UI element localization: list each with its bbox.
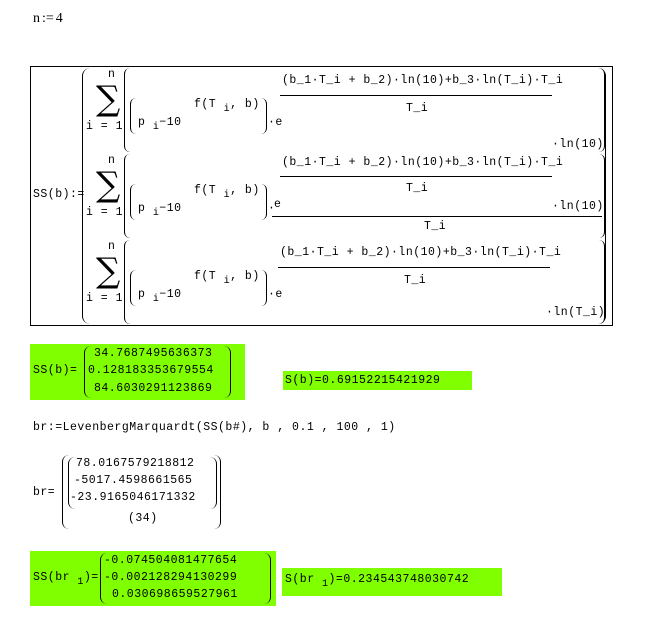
exponent-denominator: T_i — [404, 274, 427, 287]
sigma-icon: ∑ — [96, 251, 121, 291]
n-value: 4 — [55, 11, 63, 26]
s-br-result-label: S(br 1)= — [285, 573, 344, 590]
paren — [598, 240, 605, 324]
paren — [260, 98, 267, 134]
ss-row-3: n ∑ i = 1 p i−10 f(T i, b) ·e (b_1·T_i + b_2)·ln(10)+b_3·ln(T_i)·T_i T_i ·ln(T_i) — [86, 240, 608, 324]
exponent-denominator: T_i — [406, 182, 429, 195]
row-factor: ·ln(10) — [552, 200, 604, 213]
row-divisor: T_i — [424, 220, 447, 233]
sum-upper: n — [108, 240, 116, 253]
ss-br-value-2: -0.002128294130299 — [104, 571, 238, 584]
s-result-label: S(b)= — [285, 374, 323, 387]
s-br-result-region[interactable] — [282, 568, 502, 596]
ss-br-result-label: SS(br 1)= — [33, 571, 99, 588]
sum-upper: n — [108, 154, 116, 167]
exponent-numerator: (b_1·T_i + b_2)·ln(10)+b_3·ln(T_i)·T_i — [280, 246, 562, 259]
s-result-value: 0.69152215421929 — [322, 374, 441, 387]
fraction-line — [280, 176, 552, 177]
row-factor: ·ln(T_i) — [546, 306, 606, 319]
fraction-line — [278, 267, 550, 268]
vector-bracket — [214, 455, 221, 529]
fraction-line — [280, 95, 552, 96]
exponent-numerator: (b_1·T_i + b_2)·ln(10)+b_3·ln(T_i)·T_i — [282, 156, 564, 169]
sigma-icon: ∑ — [96, 165, 121, 205]
ss-definition-lhs — [33, 188, 85, 201]
s-result-region[interactable] — [283, 371, 472, 390]
ss-br-value-1: -0.074504081477654 — [104, 554, 238, 567]
assign-op: := — [70, 188, 85, 201]
ss-result-label: SS(b)= — [33, 364, 78, 377]
br-value-2: -5017.4598661565 — [74, 474, 193, 487]
ss-result-value-2: 0.128183353679554 — [88, 364, 214, 377]
paren — [260, 184, 267, 220]
ss-result-value-3: 84.6030291123869 — [94, 382, 213, 395]
br-result-label: br= — [33, 486, 56, 499]
exponent-denominator: T_i — [406, 102, 429, 115]
ss-lhs: SS(b) — [33, 188, 71, 201]
sigma-icon: ∑ — [96, 79, 121, 119]
fraction-line — [272, 216, 602, 217]
sum-lower: i = 1 — [86, 120, 124, 133]
n-lhs: n — [33, 11, 40, 26]
br-definition[interactable]: br:=LevenbergMarquardt(SS(b#), b , 0.1 , 100 , 1) — [33, 421, 396, 434]
br-value-3: -23.9165046171332 — [70, 491, 196, 504]
row-factor: ·ln(10) — [552, 138, 604, 151]
vector-bracket — [264, 553, 271, 604]
br-extra: (34) — [128, 512, 158, 525]
ss-br-value-3: 0.030698659527961 — [112, 588, 238, 601]
paren — [260, 270, 267, 306]
n-definition[interactable] — [33, 11, 63, 27]
sum-upper: n — [108, 68, 116, 81]
ss-result-value-1: 34.7687495636373 — [94, 347, 213, 360]
paren — [130, 184, 137, 220]
exponent-numerator: (b_1·T_i + b_2)·ln(10)+b_3·ln(T_i)·T_i — [282, 74, 564, 87]
sum-lower: i = 1 — [86, 292, 124, 305]
sum-lower: i = 1 — [86, 206, 124, 219]
s-br-result-value: 0.234543748030742 — [343, 573, 470, 586]
assign-op: := — [42, 11, 54, 26]
paren — [598, 68, 605, 152]
br-value-1: 78.0167579218812 — [76, 457, 195, 470]
ss-row-2: n ∑ i = 1 p i−10 f(T i, b) · e (b_1·T_i + b_2)·ln(10)+b_3·ln(T_i)·T_i T_i ·ln(10) T_i — [86, 154, 608, 238]
vector-bracket — [224, 346, 231, 398]
ss-row-1: n ∑ i = 1 p i−10 f(T i, b) ·e (b_1·T_i + b_2)·ln(10)+b_3·ln(T_i)·T_i T_i ·ln(10) — [86, 68, 604, 151]
paren — [130, 98, 137, 134]
paren — [130, 270, 137, 306]
paren — [598, 154, 605, 238]
